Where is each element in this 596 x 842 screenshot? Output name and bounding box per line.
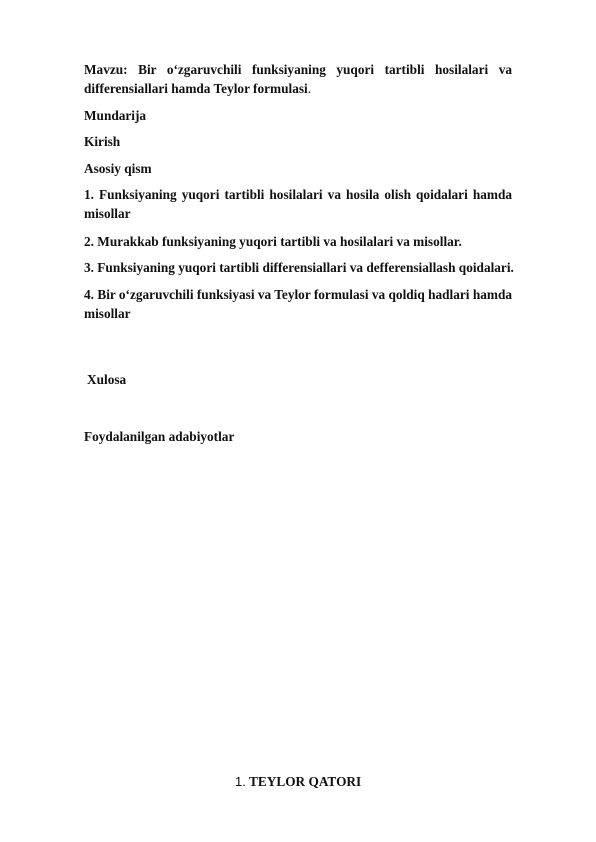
references-entry: Foydalanilgan adabiyotlar bbox=[84, 429, 235, 444]
contents-item-2: 2. Murakkab funksiyaning yuqori tartibli va hosilalari va misollar. bbox=[84, 234, 462, 249]
section-title: TEYLOR QATORI bbox=[249, 774, 362, 789]
section-number: 1. bbox=[234, 774, 246, 789]
topic-text: Mavzu: Bir o‘zgaruvchili funksiyaning yuqori tartibli hosilalari va differensiallari hamda Teylor formulasi bbox=[84, 62, 512, 96]
contents-item-3: 3. Funksiyaning yuqori tartibli differensiallari va defferensiallash qoidalari. bbox=[84, 260, 514, 275]
contents-item-1: 1. Funksiyaning yuqori tartibli hosilalari va hosila olish qoidalari hamda misollar bbox=[84, 187, 512, 221]
conclusion-entry: Xulosa bbox=[87, 372, 127, 387]
contents-item-4: 4. Bir o‘zgaruvchili funksiyasi va Teylor formulasi va qoldiq hadlari hamda misollar bbox=[84, 287, 512, 321]
topic-period: . bbox=[307, 81, 312, 96]
topic-paragraph bbox=[84, 60, 512, 98]
contents-heading: Mundarija bbox=[84, 108, 147, 123]
main-part-entry: Asosiy qism bbox=[84, 161, 152, 176]
section-heading bbox=[0, 772, 596, 791]
intro-entry: Kirish bbox=[84, 134, 121, 149]
